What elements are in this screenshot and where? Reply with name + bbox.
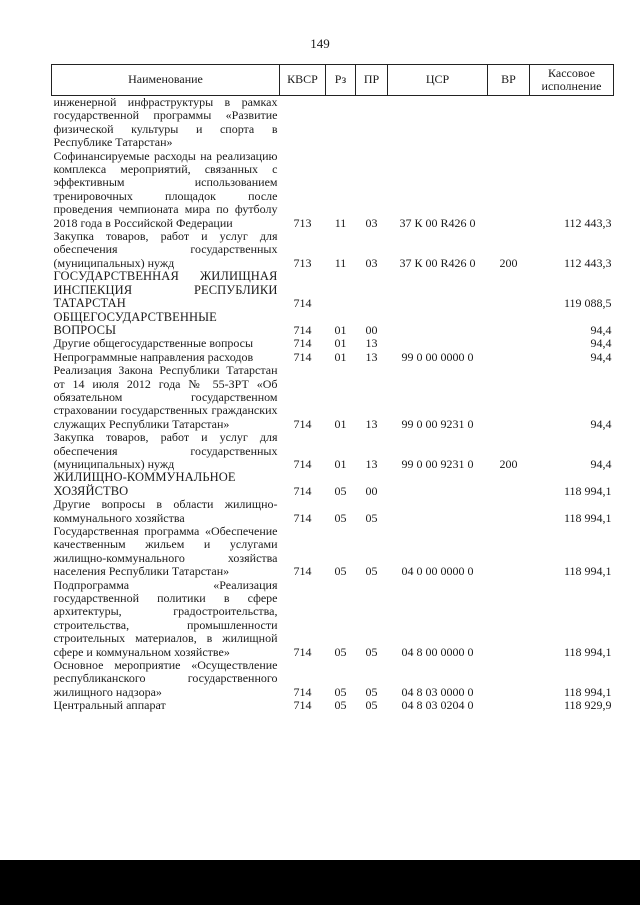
row-amount: 94,4 (590, 456, 612, 471)
row-rz: 01 (334, 456, 347, 471)
table-row (52, 270, 614, 310)
row-csr (388, 311, 488, 338)
header-kvsr: КВСР (280, 65, 326, 96)
row-vr (488, 699, 530, 712)
row-pr (356, 96, 388, 150)
table-row (52, 364, 614, 431)
table-header-row (52, 65, 614, 96)
row-name: инженерной инфраструктуры в рамках государственной программы «Развитие физической культуры и спорта в Республике Татарстан» (53, 95, 278, 150)
row-pr: 05 (365, 684, 378, 699)
row-vr (488, 498, 530, 525)
row-amount (530, 96, 614, 150)
row-csr: 04 8 03 0204 0 (401, 698, 474, 713)
header-csr: ЦСР (388, 65, 488, 96)
row-name: Софинансируемые расходы на реализацию комплекса мероприятий, связанных с эффективным использованием тренировочных площадок после проведения чемпионата мира по футболу 2018 года в Российской Федерации (53, 148, 278, 230)
row-rz: 05 (334, 564, 347, 579)
table-row (52, 471, 614, 498)
table-body (52, 96, 614, 713)
row-kvsr: 714 (293, 684, 312, 699)
row-amount: 94,4 (590, 336, 612, 351)
row-vr (488, 659, 530, 699)
row-vr (488, 337, 530, 350)
row-csr: 99 0 00 9231 0 (401, 456, 474, 471)
header-pr: ПР (356, 65, 388, 96)
row-pr: 05 (365, 564, 378, 579)
row-csr: 99 0 00 0000 0 (401, 349, 474, 364)
page-number: 149 (310, 36, 330, 51)
row-rz: 01 (334, 322, 347, 337)
table-row (52, 230, 614, 270)
table-row (52, 659, 614, 699)
row-pr (356, 270, 388, 310)
row-amount: 118 994,1 (563, 644, 612, 659)
row-amount: 118 994,1 (563, 510, 612, 525)
row-rz: 05 (334, 684, 347, 699)
row-csr: 04 8 00 0000 0 (401, 644, 474, 659)
row-amount: 94,4 (590, 416, 612, 431)
row-amount: 118 994,1 (563, 564, 612, 579)
row-csr: 37 К 00 R426 0 (399, 255, 476, 270)
row-name: Подпрограмма «Реализация государственной политики в сфере архитектуры, градостроительства, строительства, промышленности строительных материалов, в жилищной сфере и коммунальном хозяйстве» (53, 577, 278, 659)
row-pr: 00 (365, 322, 378, 337)
row-name: Другие вопросы в области жилищно-коммунального хозяйства (53, 497, 278, 525)
row-amount: 118 994,1 (563, 483, 612, 498)
row-vr (488, 150, 530, 230)
row-pr: 05 (365, 510, 378, 525)
row-csr (388, 498, 488, 525)
row-vr (488, 364, 530, 431)
row-csr (388, 337, 488, 350)
scan-bottom-edge (0, 860, 640, 905)
row-vr (488, 471, 530, 498)
row-kvsr: 714 (293, 322, 312, 337)
row-csr: 04 8 03 0000 0 (401, 684, 474, 699)
row-kvsr: 714 (293, 349, 312, 364)
row-name: Реализация Закона Республики Татарстан от 14 июля 2012 года № 55-ЗРТ «Об обязательном государственном страховании государственных гражданских служащих Республики Татарстан» (53, 363, 278, 431)
table-row (52, 337, 614, 350)
row-pr: 13 (365, 349, 378, 364)
row-rz: 01 (334, 349, 347, 364)
row-rz: 05 (334, 510, 347, 525)
row-vr (488, 351, 530, 364)
row-amount: 118 929,9 (563, 698, 612, 713)
header-name: Наименование (52, 65, 280, 96)
row-csr: 04 0 00 0000 0 (401, 564, 474, 579)
row-rz (326, 270, 356, 310)
header-vr: ВР (488, 65, 530, 96)
row-vr (488, 311, 530, 338)
budget-table (51, 64, 614, 713)
row-kvsr: 714 (293, 564, 312, 579)
row-name: Закупка товаров, работ и услуг для обеспечения государственных (муниципальных) нужд (53, 430, 278, 471)
row-pr: 03 (365, 255, 378, 270)
row-csr (388, 270, 488, 310)
row-rz: 11 (334, 215, 347, 230)
row-csr: 37 К 00 R426 0 (399, 215, 476, 230)
row-rz: 05 (334, 698, 347, 713)
table-row (52, 150, 614, 230)
row-name: Другие общегосударственные вопросы (53, 336, 254, 351)
row-vr (488, 579, 530, 659)
table-row (52, 498, 614, 525)
row-pr: 13 (365, 336, 378, 351)
row-kvsr: 714 (293, 336, 312, 351)
row-rz: 11 (334, 255, 347, 270)
row-kvsr: 714 (293, 483, 312, 498)
row-kvsr: 714 (293, 416, 312, 431)
table-row (52, 311, 614, 338)
row-kvsr: 714 (293, 456, 312, 471)
row-amount: 112 443,3 (563, 255, 612, 270)
row-kvsr: 713 (293, 255, 312, 270)
row-kvsr: 714 (293, 698, 312, 713)
row-vr (488, 270, 530, 310)
row-vr: 200 (499, 456, 518, 471)
row-kvsr: 714 (293, 296, 312, 311)
row-vr (488, 96, 530, 150)
row-name: Основное мероприятие «Осуществление республиканского государственного жилищного надзора» (53, 658, 278, 699)
table-row (52, 431, 614, 471)
row-vr (488, 525, 530, 579)
row-pr: 05 (365, 644, 378, 659)
row-pr: 03 (365, 215, 378, 230)
row-csr: 99 0 00 9231 0 (401, 416, 474, 431)
row-csr (388, 96, 488, 150)
row-name: ГОСУДАРСТВЕННАЯ ЖИЛИЩНАЯ ИНСПЕКЦИЯ РЕСПУБЛИКИ ТАТАРСТАН (53, 269, 278, 311)
row-pr: 00 (365, 483, 378, 498)
row-name: Государственная программа «Обеспечение качественным жильем и услугами жилищно-коммунального хозяйства населения Республики Татарстан» (53, 524, 278, 579)
row-rz: 05 (334, 644, 347, 659)
header-amount: Кассовое исполнение (530, 65, 614, 96)
row-amount: 119 088,5 (563, 296, 612, 311)
row-pr: 13 (365, 416, 378, 431)
header-rz: Рз (326, 65, 356, 96)
row-rz: 05 (334, 483, 347, 498)
row-amount: 112 443,3 (563, 215, 612, 230)
row-pr: 13 (365, 456, 378, 471)
row-rz: 01 (334, 416, 347, 431)
row-rz: 01 (334, 336, 347, 351)
row-name: ЖИЛИЩНО-КОММУНАЛЬНОЕ ХОЗЯЙСТВО (53, 470, 236, 498)
table-row (52, 579, 614, 659)
row-name: Закупка товаров, работ и услуг для обеспечения государственных (муниципальных) нужд (53, 229, 278, 270)
row-amount: 94,4 (590, 349, 612, 364)
row-kvsr: 714 (293, 510, 312, 525)
table-row (52, 351, 614, 364)
table-row (52, 96, 614, 150)
row-kvsr: 713 (293, 215, 312, 230)
row-name: ОБЩЕГОСУДАРСТВЕННЫЕ ВОПРОСЫ (53, 309, 217, 337)
row-amount: 94,4 (590, 322, 612, 337)
row-csr (388, 471, 488, 498)
row-amount: 118 994,1 (563, 684, 612, 699)
row-kvsr: 714 (293, 644, 312, 659)
row-kvsr (280, 96, 326, 150)
table-row (52, 525, 614, 579)
table-row (52, 699, 614, 712)
row-pr: 05 (365, 698, 378, 713)
row-rz (326, 96, 356, 150)
row-vr: 200 (499, 255, 518, 270)
row-name: Непрограммные направления расходов (53, 349, 254, 364)
row-name: Центральный аппарат (53, 698, 166, 713)
